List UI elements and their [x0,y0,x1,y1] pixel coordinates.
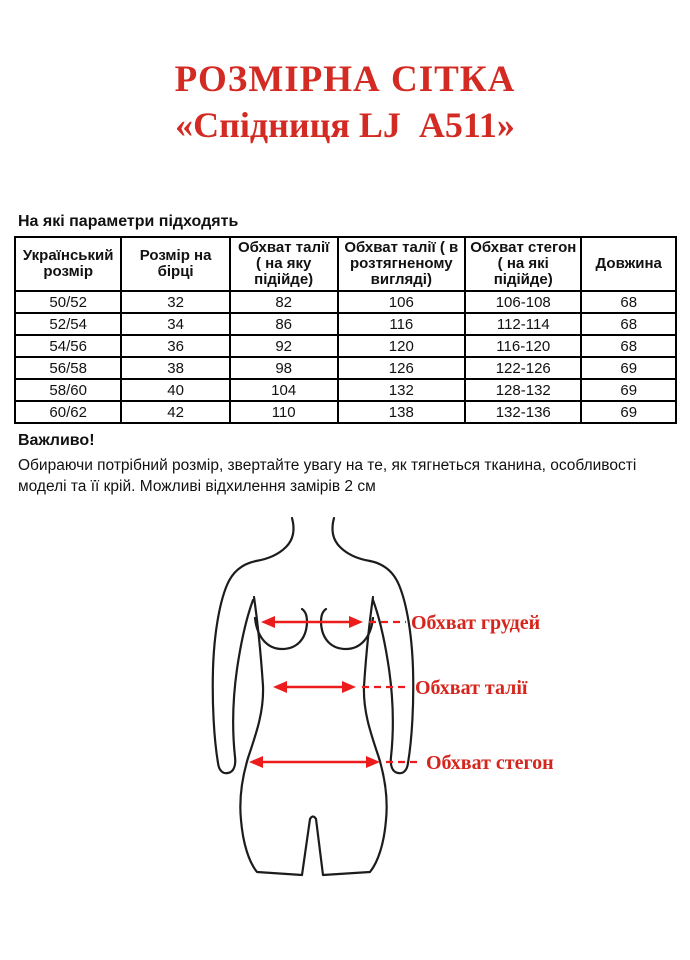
cell: 69 [581,401,676,423]
cell: 132-136 [465,401,581,423]
cell: 69 [581,357,676,379]
left-arm-outline [213,561,256,773]
cell: 34 [121,313,229,335]
cell: 106-108 [465,291,581,313]
waist-label: Обхват талії [415,677,528,699]
hips-label: Обхват стегон [426,752,554,774]
cell: 120 [338,335,466,357]
body-outline [213,518,414,875]
cell: 122-126 [465,357,581,379]
cell: 58/60 [15,379,121,401]
bust-right-cup [321,609,373,649]
cell: 69 [581,379,676,401]
important-text: Обираючи потрібний розмір, звертайте увагу на те, як тягнеться тканина, особливості моделі та її крій. Можливі відхилення замірів 2 см [18,457,637,495]
cell: 52/54 [15,313,121,335]
cell: 82 [230,291,338,313]
size-table [14,236,677,424]
cell: 38 [121,357,229,379]
page-title-line2: «Спідниця LJ А511» [175,105,515,145]
section-heading: На які параметри підходять [18,213,239,230]
table-row [15,313,676,335]
table-row [15,379,676,401]
cell: 60/62 [15,401,121,423]
cell: 54/56 [15,335,121,357]
bust-label: Обхват грудей [411,612,541,634]
important-heading: Важливо! [18,432,95,449]
cell: 110 [230,401,338,423]
cell: 32 [121,291,229,313]
header-length: Довжина [581,237,676,291]
page-title-line1: РОЗМІРНА СІТКА [174,59,516,100]
header-waist-fit: Обхват талії ( на яку підійде) [230,237,338,291]
cell: 42 [121,401,229,423]
cell: 68 [581,291,676,313]
cell: 86 [230,313,338,335]
cell: 126 [338,357,466,379]
bust-measure-arrow [261,616,406,628]
table-row [15,335,676,357]
cell: 106 [338,291,466,313]
right-arm-outline [370,561,413,773]
header-ukr-size: Український розмір [15,237,121,291]
cell: 112-114 [465,313,581,335]
cell: 128-132 [465,379,581,401]
cell: 92 [230,335,338,357]
header-hips-fit: Обхват стегон ( на які підійде) [465,237,581,291]
cell: 116 [338,313,466,335]
cell: 50/52 [15,291,121,313]
table-row [15,291,676,313]
cell: 40 [121,379,229,401]
hips-measure-arrow [249,756,421,768]
cell: 132 [338,379,466,401]
neck-right-line [332,518,370,561]
neck-left-line [256,518,294,561]
measurement-diagram [180,500,560,960]
cell: 68 [581,313,676,335]
cell: 68 [581,335,676,357]
cell: 104 [230,379,338,401]
cell: 36 [121,335,229,357]
header-waist-stretched: Обхват талії ( в розтягненому вигляді) [338,237,466,291]
table-row [15,357,676,379]
cell: 138 [338,401,466,423]
table-row [15,401,676,423]
header-tag-size: Розмір на бірці [121,237,229,291]
size-table-header-row [15,237,676,291]
body-figure-svg [180,500,560,960]
cell: 98 [230,357,338,379]
cell: 56/58 [15,357,121,379]
waist-measure-arrow [273,681,409,693]
page-title [0,56,690,147]
bust-left-cup [255,609,307,649]
cell: 116-120 [465,335,581,357]
